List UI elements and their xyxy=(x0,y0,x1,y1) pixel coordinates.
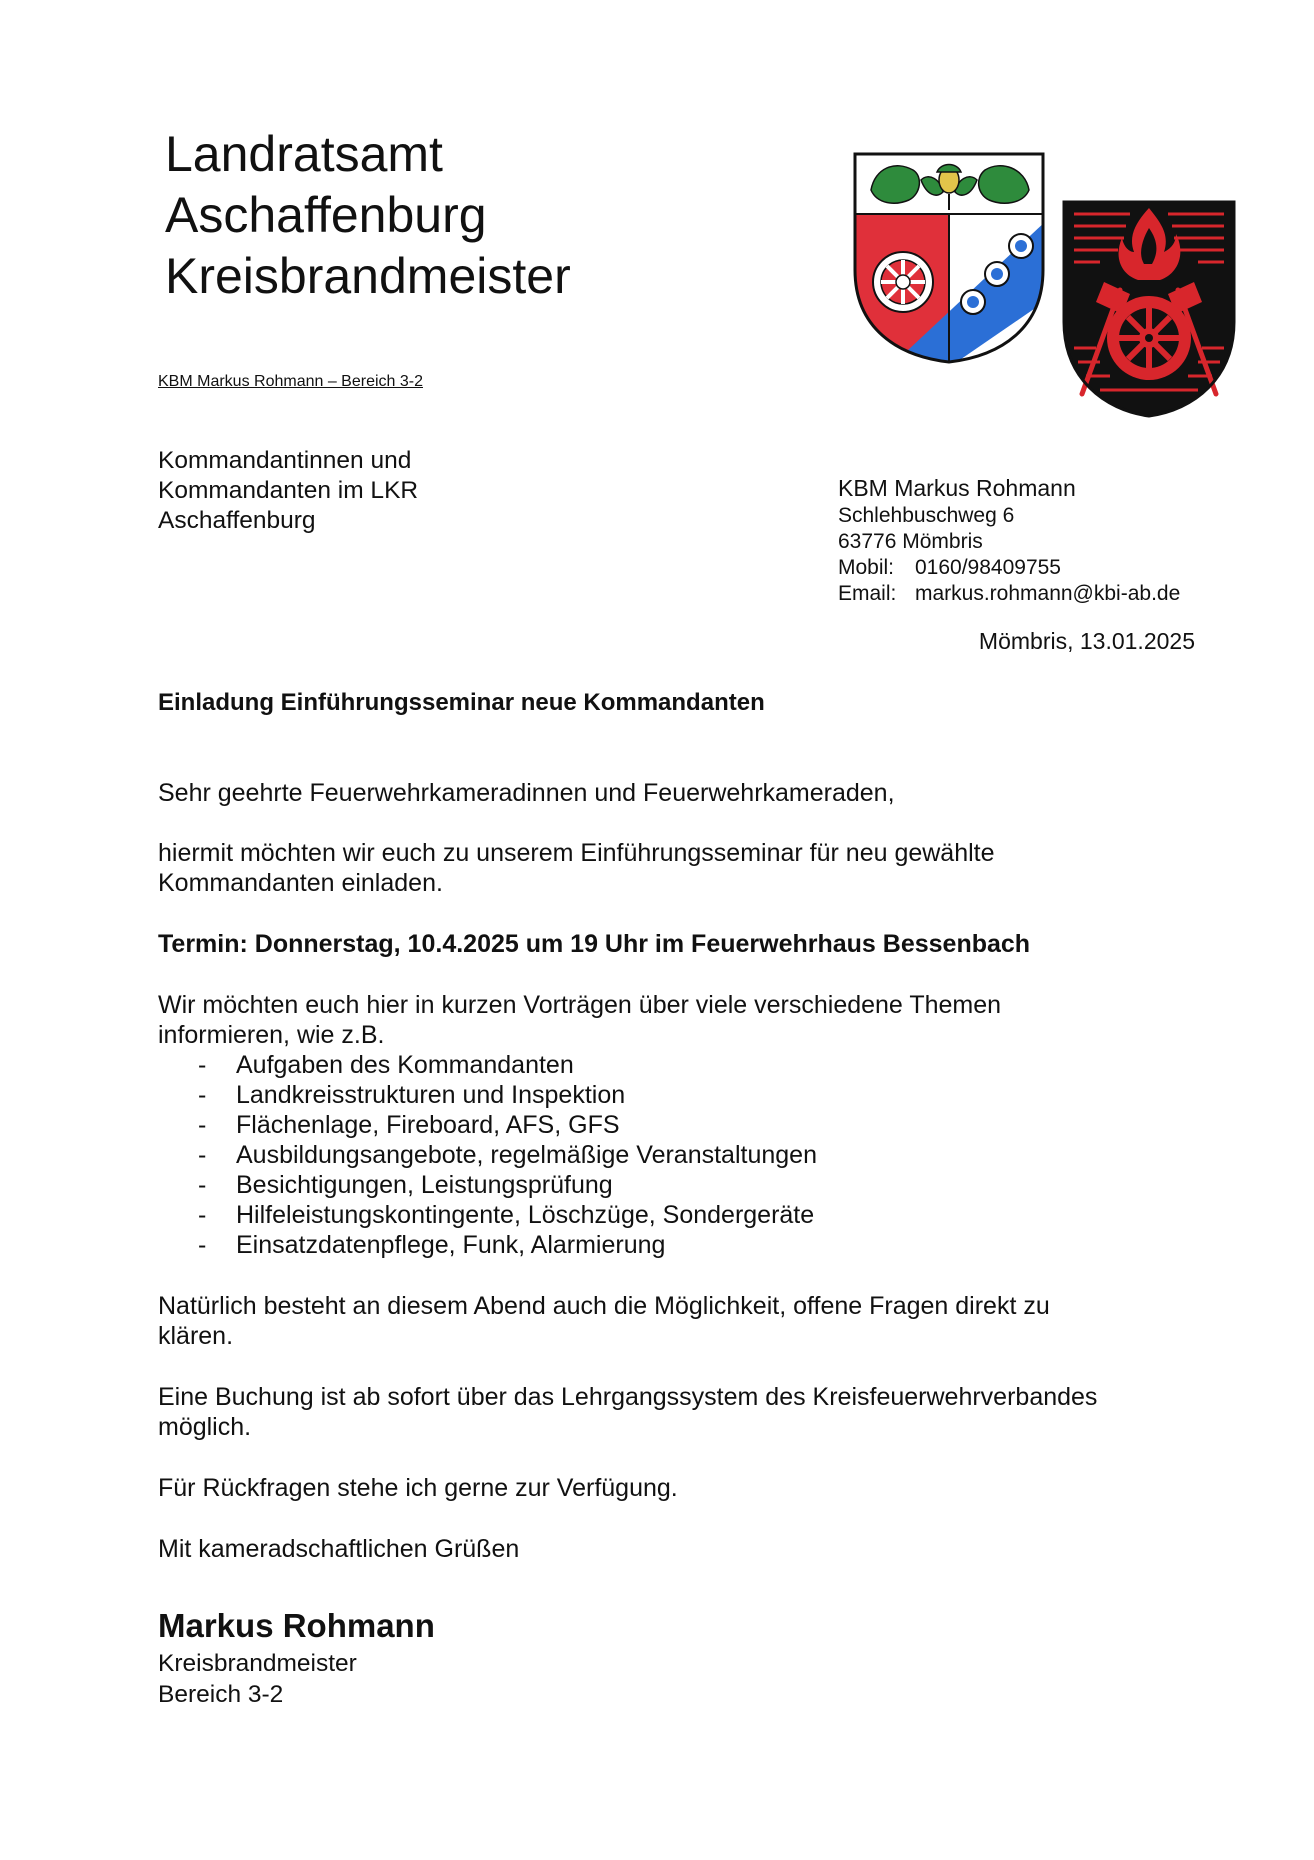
intro-line-2: Kommandanten einladen. xyxy=(158,869,443,897)
questions-line-2: klären. xyxy=(158,1322,234,1350)
fire-brigade-emblem-icon xyxy=(1060,198,1238,420)
office-line-2: Aschaffenburg xyxy=(165,187,487,243)
signer-name: Markus Rohmann xyxy=(158,1607,435,1644)
mobile-number: 0160/98409755 xyxy=(915,556,1061,579)
list-item: - Ausbildungsangebote, regelmäßige Veranstaltungen xyxy=(158,1140,1208,1170)
sender-name: KBM Markus Rohmann xyxy=(838,475,1076,501)
recipient-line-1: Kommandantinnen und xyxy=(158,447,412,474)
list-item: - Besichtigungen, Leistungsprüfung xyxy=(158,1170,1208,1200)
office-line-1: Landratsamt xyxy=(165,126,443,182)
return-address-line: KBM Markus Rohmann – Bereich 3-2 xyxy=(158,373,423,390)
event-date: Termin: Donnerstag, 10.4.2025 um 19 Uhr im Feuerwehrhaus Bessenbach xyxy=(158,930,1031,958)
list-item: - Landkreisstrukturen und Inspektion xyxy=(158,1080,1208,1110)
sender-city: 63776 Mömbris xyxy=(838,530,983,553)
topics-intro-line-1: Wir möchten euch hier in kurzen Vorträgen über viele verschiedene Themen xyxy=(158,991,1002,1019)
recipient-line-2: Kommandanten im LKR xyxy=(158,477,419,504)
office-line-3: Kreisbrandmeister xyxy=(165,248,571,304)
sender-mobile-row xyxy=(838,555,1180,581)
topics-list xyxy=(158,1050,1208,1260)
questions-line-1: Natürlich besteht an diesem Abend auch die Möglichkeit, offene Fragen direkt zu xyxy=(158,1292,1050,1320)
signer-area: Bereich 3-2 xyxy=(158,1681,284,1708)
salutation: Sehr geehrte Feuerwehrkameradinnen und Feuerwehrkameraden, xyxy=(158,779,895,807)
office-title xyxy=(165,124,571,307)
list-item: - Einsatzdatenpflege, Funk, Alarmierung xyxy=(158,1230,1208,1260)
list-item: - Flächenlage, Fireboard, AFS, GFS xyxy=(158,1110,1208,1140)
letter-subject: Einladung Einführungsseminar neue Kommandanten xyxy=(158,689,765,716)
signer-title: Kreisbrandmeister xyxy=(158,1650,357,1677)
closing-line: Mit kameradschaftlichen Grüßen xyxy=(158,1535,520,1563)
contact-line: Für Rückfragen stehe ich gerne zur Verfügung. xyxy=(158,1474,678,1502)
booking-line-1: Eine Buchung ist ab sofort über das Lehrgangssystem des Kreisfeuerwehrverbandes xyxy=(158,1383,1098,1411)
letter-body xyxy=(158,778,1208,1564)
mobile-label: Mobil: xyxy=(838,556,895,579)
district-coat-of-arms-icon xyxy=(851,150,1047,366)
list-item: - Aufgaben des Kommandanten xyxy=(158,1050,1208,1080)
topics-intro-line-2: informieren, wie z.B. xyxy=(158,1021,385,1049)
email-label: Email: xyxy=(838,582,897,605)
email-address[interactable]: markus.rohmann@kbi-ab.de xyxy=(915,582,1181,605)
list-item: - Hilfeleistungskontingente, Löschzüge, Sondergeräte xyxy=(158,1200,1208,1230)
sender-email-row xyxy=(838,581,1180,607)
sender-info xyxy=(838,474,1180,607)
booking-line-2: möglich. xyxy=(158,1413,252,1441)
signature-block xyxy=(158,1604,435,1710)
recipient-address xyxy=(158,446,418,536)
intro-line-1: hiermit möchten wir euch zu unserem Einführungsseminar für neu gewählte xyxy=(158,839,995,867)
sender-street: Schlehbuschweg 6 xyxy=(838,504,1015,527)
recipient-line-3: Aschaffenburg xyxy=(158,507,316,534)
date-line: Mömbris, 13.01.2025 xyxy=(978,628,1195,654)
